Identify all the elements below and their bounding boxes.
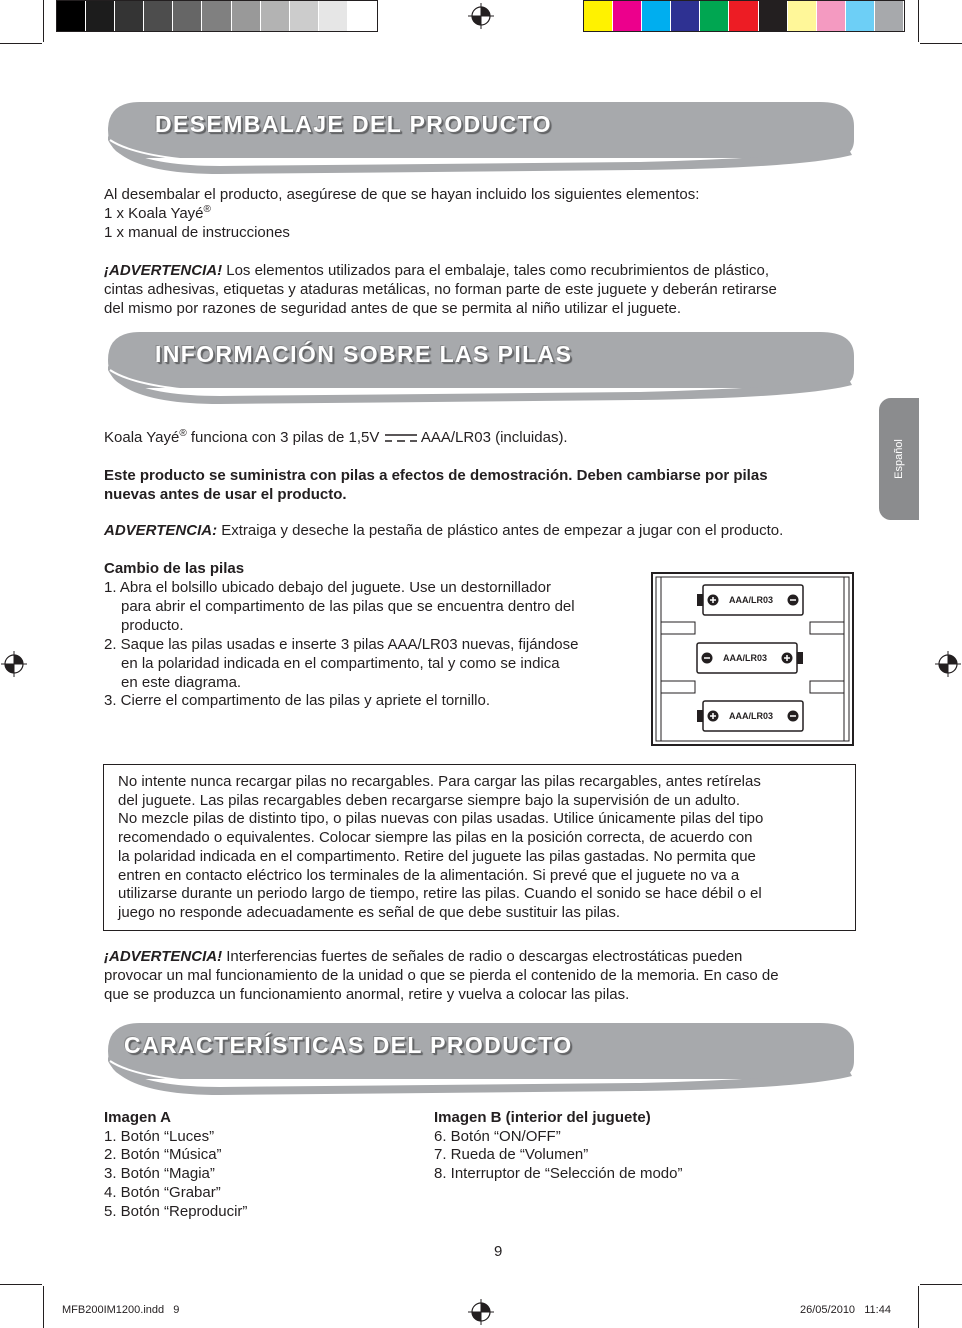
battery-slot-1 bbox=[697, 585, 803, 615]
step-line: en la polaridad indicada en el compartimento, tal y como se indica bbox=[121, 655, 560, 672]
color-swatch bbox=[202, 1, 230, 31]
registration-target-icon bbox=[468, 1299, 494, 1325]
section-title: CARACTERÍSTICAS DEL PRODUCTO bbox=[124, 1032, 573, 1058]
unpack-item-2: 1 x manual de instrucciones bbox=[104, 224, 290, 241]
step-line: producto. bbox=[121, 617, 184, 634]
color-swatch bbox=[642, 1, 670, 31]
safety-line: utilizarse durante un periodo largo de tiempo, retire las pilas. Cuando el sonido se hace débil o el bbox=[118, 885, 762, 902]
color-swatch bbox=[671, 1, 699, 31]
color-swatch bbox=[759, 1, 787, 31]
step-line: para abrir el compartimento de las pilas que se encuentra dentro del bbox=[121, 598, 575, 615]
color-swatch bbox=[788, 1, 816, 31]
feature-item: 5. Botón “Reproducir” bbox=[104, 1203, 248, 1220]
interference-warning bbox=[104, 947, 742, 966]
registered-mark: ® bbox=[203, 204, 211, 215]
safety-line: No intente nunca recargar pilas no recargables. Para cargar las pilas recargables, antes retírelas bbox=[118, 773, 761, 790]
battery-safety-box bbox=[103, 764, 856, 931]
unpack-warning-line: del mismo por razones de seguridad antes de que se permita al niño utilizar el juguete. bbox=[104, 300, 682, 317]
safety-line: recomendado o equivalentes. Colocar siempre las pilas en la posición correcta, de acuerdo con bbox=[118, 829, 753, 846]
color-swatch bbox=[584, 1, 612, 31]
step-line: 2. Saque las pilas usadas e inserte 3 pilas AAA/LR03 nuevas, fijándose bbox=[104, 636, 579, 653]
battery-slot-2 bbox=[697, 643, 803, 673]
color-swatch bbox=[875, 1, 903, 31]
crop-mark bbox=[920, 43, 962, 44]
battery-spec-text: Koala Yayé bbox=[104, 429, 180, 446]
warning-label: ADVERTENCIA: bbox=[104, 522, 218, 539]
crop-mark bbox=[43, 0, 44, 42]
unpack-item-1-text: 1 x Koala Yayé bbox=[104, 205, 204, 222]
crop-mark bbox=[918, 1286, 919, 1328]
feature-item: 4. Botón “Grabar” bbox=[104, 1184, 221, 1201]
color-swatch bbox=[846, 1, 874, 31]
demo-batteries-note: Este producto se suministra con pilas a efectos de demostración. Deben cambiarse por pilas bbox=[104, 467, 768, 484]
unpack-item-1 bbox=[104, 204, 211, 223]
interference-warning-line: que se produzca un funcionamiento anormal, retire y vuelva a colocar las pilas. bbox=[104, 986, 630, 1003]
battery-compartment-diagram bbox=[651, 572, 854, 746]
crop-mark bbox=[918, 0, 919, 42]
image-b-heading: Imagen B (interior del juguete) bbox=[434, 1109, 651, 1126]
section-banner-unpack bbox=[100, 100, 860, 195]
page-number: 9 bbox=[494, 1243, 503, 1260]
color-swatch bbox=[115, 1, 143, 31]
battery-spec-text: funciona con 3 pilas de 1,5V bbox=[186, 429, 384, 446]
step-line: 3. Cierre el compartimento de las pilas y apriete el tornillo. bbox=[104, 692, 491, 709]
warning-text: Los elementos utilizados para el embalaje, tales como recubrimientos de plástico, bbox=[222, 262, 770, 279]
battery-spec-text: AAA/LR03 (incluidas). bbox=[417, 429, 568, 446]
demo-batteries-note: nuevas antes de usar el producto. bbox=[104, 486, 347, 503]
warning-label: ¡ADVERTENCIA! bbox=[104, 262, 223, 279]
color-swatch bbox=[173, 1, 201, 31]
color-swatch bbox=[57, 1, 85, 31]
step-line: 1. Abra el bolsillo ubicado debajo del juguete. Use un destornillador bbox=[104, 579, 551, 596]
battery-label: AAA/LR03 bbox=[728, 595, 774, 605]
color-swatch bbox=[319, 1, 347, 31]
color-swatch-strip bbox=[583, 0, 905, 32]
color-swatch bbox=[729, 1, 757, 31]
feature-item: 3. Botón “Magia” bbox=[104, 1165, 215, 1182]
registration-target-icon bbox=[468, 3, 494, 29]
feature-item: 7. Rueda de “Volumen” bbox=[434, 1146, 589, 1163]
language-tab bbox=[879, 398, 919, 520]
warning-text: Extraiga y deseche la pestaña de plástico antes de empezar a jugar con el producto. bbox=[217, 522, 784, 539]
battery-spec bbox=[104, 428, 568, 447]
feature-item: 6. Botón “ON/OFF” bbox=[434, 1128, 561, 1145]
safety-line: No mezcle pilas de distinto tipo, o pilas nuevas con pilas usadas. Utilice únicamente pilas del tipo bbox=[118, 810, 764, 827]
crop-mark bbox=[43, 1286, 44, 1328]
section-banner-batteries bbox=[100, 330, 860, 425]
print-timestamp: 26/05/2010 11:44 bbox=[800, 1304, 891, 1316]
language-tab-label: Español bbox=[893, 439, 905, 479]
section-banner-features bbox=[100, 1021, 860, 1116]
unpack-warning-line: cintas adhesivas, etiquetas y ataduras metálicas, no forman parte de este juguete y deberán retirarse bbox=[104, 281, 777, 298]
section-title: INFORMACIÓN SOBRE LAS PILAS bbox=[155, 341, 573, 367]
crop-mark bbox=[920, 1284, 962, 1285]
dc-voltage-icon bbox=[384, 432, 418, 444]
color-swatch bbox=[700, 1, 728, 31]
unpack-intro: Al desembalar el producto, asegúrese de que se hayan incluido los siguientes elementos: bbox=[104, 186, 700, 203]
registered-mark: ® bbox=[179, 428, 187, 439]
color-swatch bbox=[613, 1, 641, 31]
safety-line: del juguete. Las pilas recargables deben recargarse siempre bajo la supervisión de un adulto. bbox=[118, 792, 741, 809]
color-swatch bbox=[261, 1, 289, 31]
step-line: en este diagrama. bbox=[121, 674, 242, 691]
color-swatch bbox=[86, 1, 114, 31]
safety-line: la polaridad indicada en el compartimento. Retire del juguete las pilas gastadas. No permita que bbox=[118, 848, 756, 865]
change-batteries-heading: Cambio de las pilas bbox=[104, 560, 245, 577]
file-slug: MFB200IM1200.indd 9 bbox=[62, 1304, 180, 1316]
battery-slot-3 bbox=[697, 701, 803, 731]
safety-line: juego no responde adecuadamente es señal de que debe sustituir las pilas. bbox=[118, 904, 621, 921]
battery-label: AAA/LR03 bbox=[728, 711, 774, 721]
interference-warning-line: provocar un mal funcionamiento de la unidad o que se pierda el contenido de la memoria. En caso de bbox=[104, 967, 779, 984]
section-title: DESEMBALAJE DEL PRODUCTO bbox=[155, 111, 552, 137]
warning-label: ¡ADVERTENCIA! bbox=[104, 948, 223, 965]
registration-target-icon bbox=[935, 651, 961, 677]
image-a-heading: Imagen A bbox=[104, 1109, 171, 1126]
crop-mark bbox=[0, 1284, 42, 1285]
color-swatch bbox=[348, 1, 376, 31]
warning-text: Interferencias fuertes de señales de radio o descargas electrostáticas pueden bbox=[222, 948, 743, 965]
feature-item: 2. Botón “Música” bbox=[104, 1146, 222, 1163]
safety-line: entren en contacto eléctrico los terminales de la alimentación. Si prevé que el juguete no va a bbox=[118, 867, 740, 884]
unpack-warning bbox=[104, 261, 769, 280]
color-swatch bbox=[144, 1, 172, 31]
registration-target-icon bbox=[1, 651, 27, 677]
grayscale-swatch-strip bbox=[56, 0, 378, 32]
feature-item: 8. Interruptor de “Selección de modo” bbox=[434, 1165, 683, 1182]
tab-warning bbox=[104, 521, 783, 540]
feature-item: 1. Botón “Luces” bbox=[104, 1128, 215, 1145]
color-swatch bbox=[232, 1, 260, 31]
color-swatch bbox=[290, 1, 318, 31]
battery-label: AAA/LR03 bbox=[722, 653, 768, 663]
color-swatch bbox=[817, 1, 845, 31]
crop-mark bbox=[0, 43, 42, 44]
